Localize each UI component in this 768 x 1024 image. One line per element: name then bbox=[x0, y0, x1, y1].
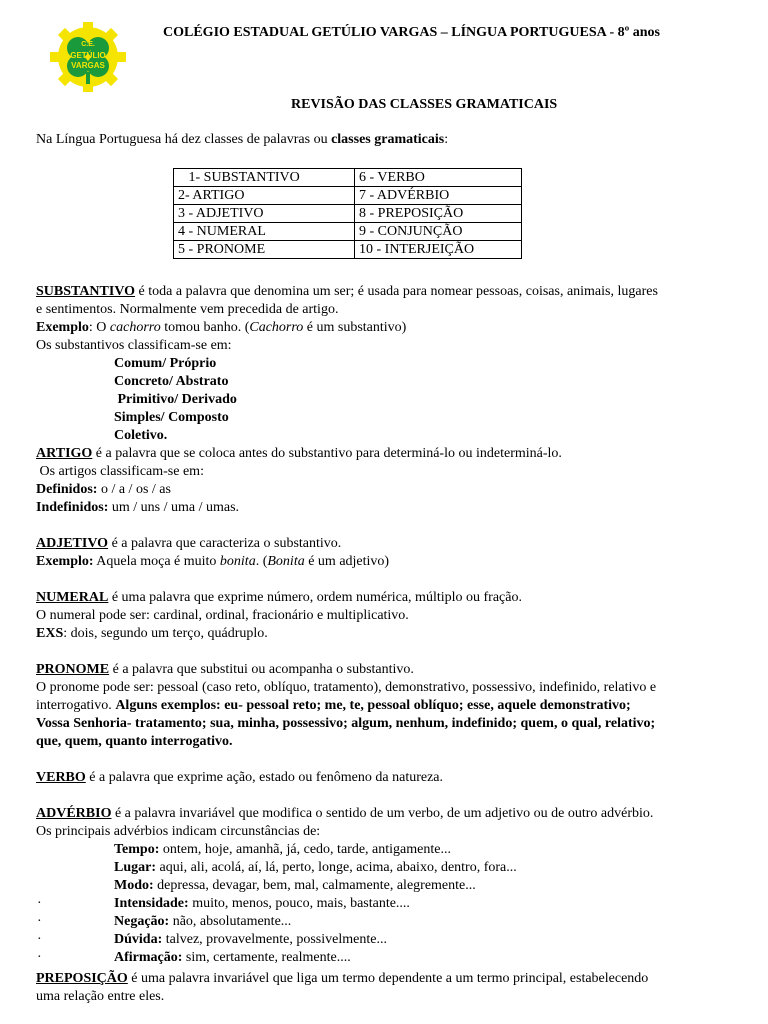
preposicao-definition-cont: uma relação entre eles. bbox=[36, 989, 165, 1004]
artigo-indefinidos: Indefinidos: um / uns / uma / umas. bbox=[36, 500, 240, 515]
adverbio-item: Tempo: ontem, hoje, amanhã, já, cedo, tarde, antigamente... bbox=[114, 842, 451, 857]
adverbio-item: Lugar: aqui, ali, acolá, aí, lá, perto, longe, acima, abaixo, dentro, fora... bbox=[114, 860, 517, 875]
pronome-examples-cont: Vossa Senhoria- tratamento; sua, minha, possessivo; algum, nenhum, indefinido; quem, o qual, relativo; bbox=[36, 716, 656, 731]
artigo-definition: ARTIGO é a palavra que se coloca antes do substantivo para determiná-lo ou indeterminá-lo. bbox=[36, 446, 562, 461]
table-cell: 4 - NUMERAL bbox=[174, 223, 355, 241]
pronome-examples-end: que, quem, quanto interrogativo. bbox=[36, 734, 233, 749]
substantivo-class-intro: Os substantivos classificam-se em: bbox=[36, 338, 232, 353]
substantivo-definition-cont: e sentimentos. Normalmente vem precedida de artigo. bbox=[36, 302, 339, 317]
pronome-definition: PRONOME é a palavra que substitui ou acompanha o substantivo. bbox=[36, 662, 414, 677]
table-cell: 5 - PRONOME bbox=[174, 241, 355, 259]
logo-text-3: VARGAS bbox=[71, 61, 105, 70]
table-row bbox=[174, 205, 522, 223]
substantivo-type: Simples/ Composto bbox=[114, 410, 229, 425]
bullet-dot: · bbox=[37, 932, 42, 947]
adverbio-item: Dúvida: talvez, provavelmente, possivelmente... bbox=[114, 932, 387, 947]
table-cell: 9 - CONJUNÇÃO bbox=[355, 223, 522, 241]
adverbio-definition: ADVÉRBIO é a palavra invariável que modifica o sentido de um verbo, de um adjetivo ou de outro advérbio. bbox=[36, 806, 654, 821]
substantivo-type: Concreto/ Abstrato bbox=[114, 374, 229, 389]
classes-table bbox=[173, 168, 522, 259]
substantivo-definition: SUBSTANTIVO é toda a palavra que denomina um ser; é usada para nomear pessoas, coisas, animais, lugares bbox=[36, 284, 658, 299]
bullet-dot: · bbox=[37, 896, 42, 911]
verbo-definition: VERBO é a palavra que exprime ação, estado ou fenômeno da natureza. bbox=[36, 770, 444, 785]
substantivo-type: Coletivo. bbox=[114, 428, 168, 443]
table-cell: 1- SUBSTANTIVO bbox=[174, 169, 355, 187]
adverbio-intro: Os principais advérbios indicam circunstâncias de: bbox=[36, 824, 321, 839]
adverbio-item: Negação: não, absolutamente... bbox=[114, 914, 292, 929]
artigo-class-intro: Os artigos classificam-se em: bbox=[36, 464, 204, 479]
table-row bbox=[174, 187, 522, 205]
intro-text: Na Língua Portuguesa há dez classes de palavras ou classes gramaticais: bbox=[36, 132, 449, 147]
bullet-dot: · bbox=[37, 914, 42, 929]
substantivo-example: Exemplo: O cachorro tomou banho. (Cachorro é um substantivo) bbox=[36, 320, 407, 335]
adverbio-item: Afirmação: sim, certamente, realmente.... bbox=[114, 950, 351, 965]
school-header: COLÉGIO ESTADUAL GETÚLIO VARGAS – LÍNGUA PORTUGUESA - 8º anos bbox=[163, 25, 660, 40]
table-row bbox=[174, 223, 522, 241]
numeral-types: O numeral pode ser: cardinal, ordinal, fracionário e multiplicativo. bbox=[36, 608, 409, 623]
pronome-examples: interrogativo. Alguns exemplos: eu- pessoal reto; me, te, pessoal oblíquo; esse, aquele demonstrativo; bbox=[36, 698, 631, 713]
substantivo-type: Primitivo/ Derivado bbox=[114, 392, 237, 407]
table-cell: 3 - ADJETIVO bbox=[174, 205, 355, 223]
artigo-definidos: Definidos: o / a / os / as bbox=[36, 482, 171, 497]
bullet-dot: · bbox=[37, 950, 42, 965]
adverbio-item: Intensidade: muito, menos, pouco, mais, bastante.... bbox=[114, 896, 410, 911]
school-logo bbox=[42, 22, 134, 92]
pronome-types: O pronome pode ser: pessoal (caso reto, oblíquo, tratamento), demonstrativo, possessivo, indefinido, relativo e bbox=[36, 680, 657, 695]
table-cell: 7 - ADVÉRBIO bbox=[355, 187, 522, 205]
table-cell: 6 - VERBO bbox=[355, 169, 522, 187]
table-row bbox=[174, 241, 522, 259]
logo-text-1: C.E. bbox=[81, 41, 95, 48]
substantivo-type: Comum/ Próprio bbox=[114, 356, 217, 371]
table-cell: 10 - INTERJEIÇÃO bbox=[355, 241, 522, 259]
numeral-examples: EXS: dois, segundo um terço, quádruplo. bbox=[36, 626, 268, 641]
table-cell: 2- ARTIGO bbox=[174, 187, 355, 205]
table-row bbox=[174, 169, 522, 187]
adverbio-item: Modo: depressa, devagar, bem, mal, calmamente, alegremente... bbox=[114, 878, 476, 893]
preposicao-definition: PREPOSIÇÃO é uma palavra invariável que liga um termo dependente a um termo principal, estabelecendo bbox=[36, 971, 649, 986]
adjetivo-example: Exemplo: Aquela moça é muito bonita. (Bonita é um adjetivo) bbox=[36, 554, 390, 569]
table-cell: 8 - PREPOSIÇÃO bbox=[355, 205, 522, 223]
page-title: REVISÃO DAS CLASSES GRAMATICAIS bbox=[291, 97, 558, 112]
numeral-definition: NUMERAL é uma palavra que exprime número, ordem numérica, múltiplo ou fração. bbox=[36, 590, 522, 605]
logo-text-2: GETÚLIO bbox=[70, 51, 106, 60]
adjetivo-definition: ADJETIVO é a palavra que caracteriza o substantivo. bbox=[36, 536, 342, 551]
